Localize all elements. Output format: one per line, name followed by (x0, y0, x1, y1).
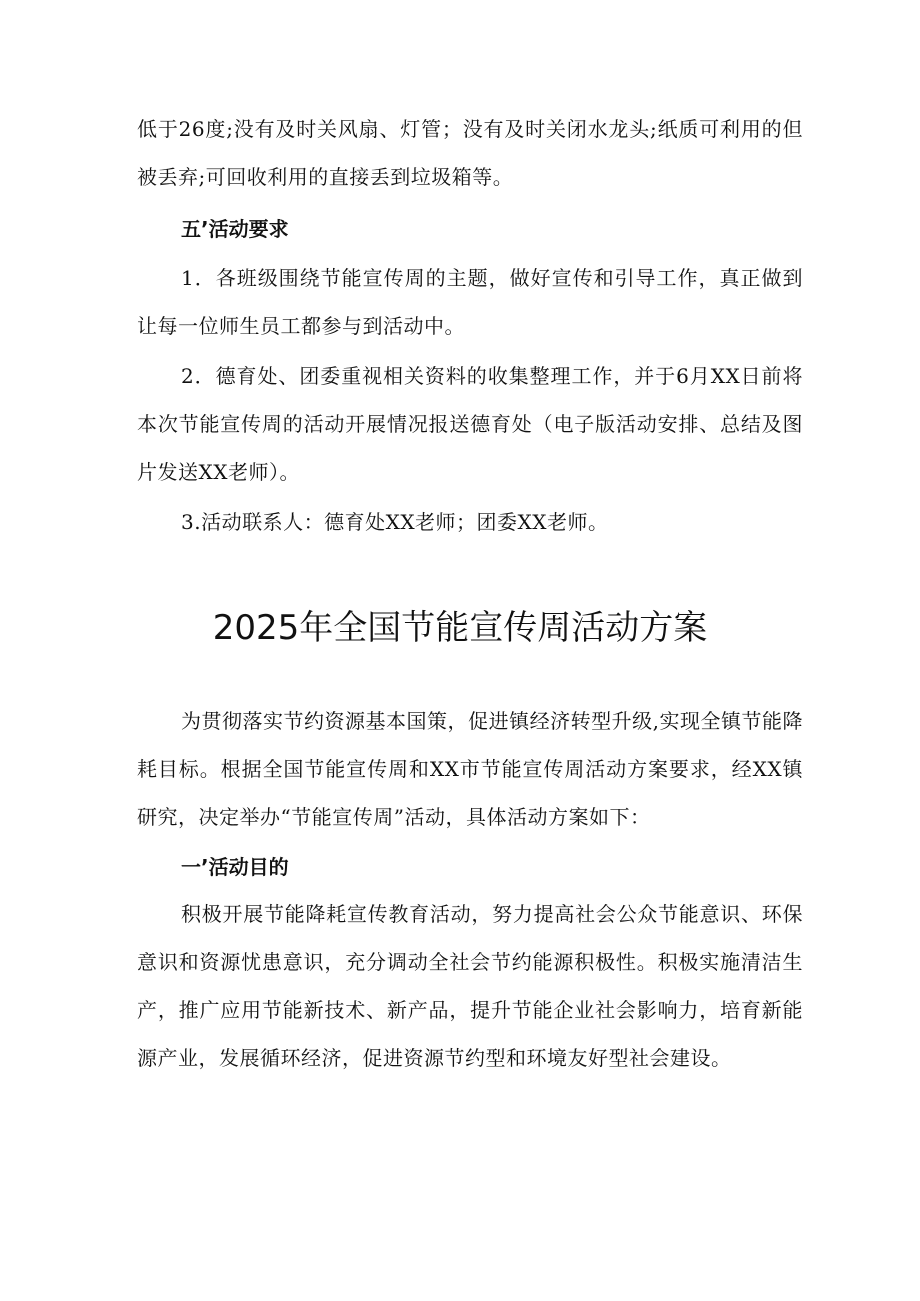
heading-requirements: 五’活动要求 (181, 217, 289, 241)
document-title: 2025年全国节能宣传周活动方案 (212, 608, 708, 648)
intro-paragraph: 为贯彻落实节约资源基本国策，促进镇经济转型升级,实现全镇节能降耗目标。根据全国节能宣传周和XX市节能宣传周活动方案要求，经XX镇研究，决定举办“节能宣传周”活动，具体活动方案如下： (137, 709, 803, 829)
requirement-item-1: 1．各班级围绕节能宣传周的主题，做好宣传和引导工作，真正做到让每一位师生员工都参与到活动中。 (137, 266, 803, 338)
requirement-item-3: 3.活动联系人：德育处XX老师；团委XX老师。 (181, 510, 609, 534)
purpose-paragraph: 积极开展节能降耗宣传教育活动，努力提高社会公众节能意识、环保意识和资源忧患意识，充分调动全社会节约能源积极性。积极实施清洁生产，推广应用节能新技术、新产品，提升节能企业社会影响力，培育新能源产业，发展循环经济，促进资源节约型和环境友好型社会建设。 (137, 902, 803, 1070)
heading-purpose: 一’活动目的 (181, 855, 289, 879)
requirement-item-2: 2．德育处、团委重视相关资料的收集整理工作，并于6月XX日前将本次节能宣传周的活动开展情况报送德育处（电子版活动安排、总结及图片发送XX老师）。 (137, 364, 803, 484)
continuation-paragraph: 低于26度;没有及时关风扇、灯管；没有及时关闭水龙头;纸质可利用的但被丢弃;可回收利用的直接丢到垃圾箱等。 (137, 117, 803, 189)
